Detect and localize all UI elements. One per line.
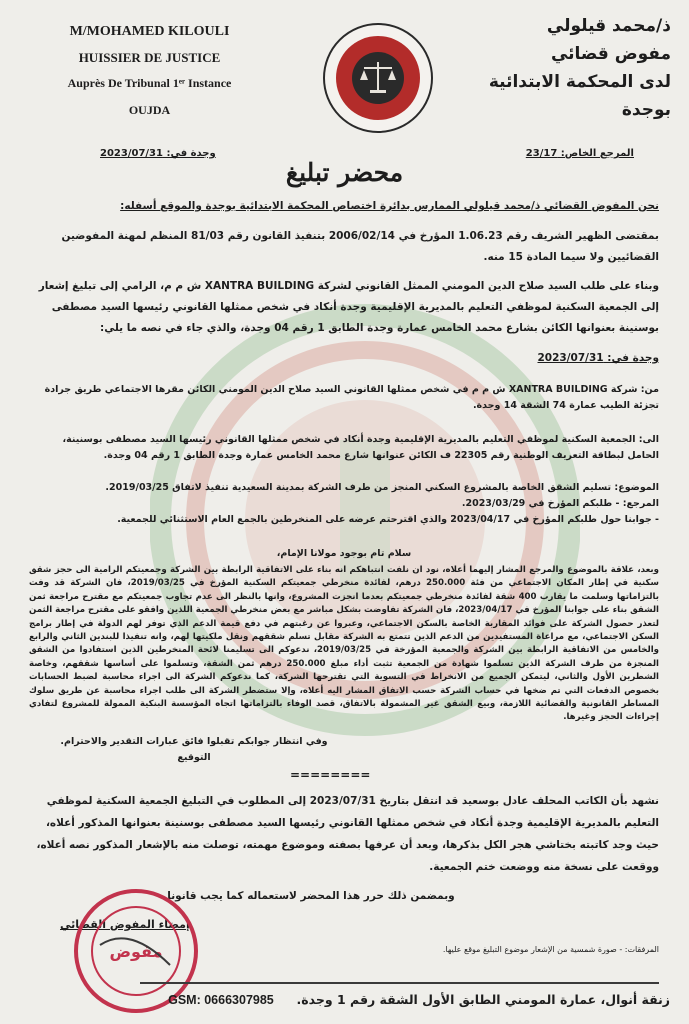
section-divider: ======== (290, 768, 371, 782)
attestation-paragraph: نشهد بأن الكاتب المحلف عادل بوسعيد قد انتقل بتاريخ 2023/07/31 إلى المطلوب في التبليغ الجمعية السكنية لموظفي التعليم بالمديرية الإقليمية وجدة أنكاد في شخص ممثلها القانوني رئيسها السيد مصطفى بوسنينة بعنوانها المذكور أعلاه، حيث وجد كاتبته بختاشي هجر الكل بذكرها، وبعد أن عرفها بصفته وموضوع مهمته، توصلت منه بالإشعار المذكور نصه أعلاه، ووقعت على نسخة منه ووضعت ختم الجمعية. (36, 795, 659, 873)
header-right (481, 12, 671, 124)
date-line: وجدة في: 2023/07/31 (100, 148, 216, 159)
bailiff-name-ar: ذ/محمد قيلولي (546, 16, 671, 36)
letter-from: من: شركة XANTRA BUILDING ش م م في شخص ممثلها القانوني السيد صلاح الدين المومني الكائن مقرها الاجتماعي طريق جرادة تجزئة الطيب عمارة 74 الشقة 14 وجدة. (44, 384, 659, 411)
stamp-text: مفوض (109, 942, 163, 961)
bailiff-role-fr: HUISSIER DE JUSTICE (78, 50, 221, 65)
city-fr: OUJDA (128, 103, 171, 117)
letter-refs-1: المرجع: - طلبكم المؤرخ في 2023/03/29. (461, 498, 659, 509)
letter-refs-2: - جوابنا حول طلبكم المؤرخ في 2023/04/17 والذي اقترحتم عرضه على المنخرطين بالجمع العام الاستثنائي للجمعية. (117, 514, 659, 525)
letter-salutation: سلام تام بوجود مولانا الإمام، (276, 548, 412, 559)
footer-rule (140, 982, 659, 984)
bailiff-name-fr: M/MOHAMED KILOULI (69, 24, 230, 39)
letter-subject: الموضوع: تسليم الشقق الخاصة بالمشروع السكني المنجز من طرف الشركة بمدينة السعيدية تنفيذ لاتفاق 2019/03/25. (105, 482, 659, 493)
footer (150, 992, 670, 1007)
request-paragraph: وبناء على طلب السيد صلاح الدين المومني الممثل القانوني لشركة XANTRA BUILDING ش م م، الرامي إلى تبليغ إشعار إلى الجمعية السكنية لموظفي التعليم بالمديرية الإقليمية وجدة أنكاد في شخص ممثلها القانوني رئيسها السيد مصطفى بوسنينة بعنوانها الكائن بشارع محمد الخامس عمارة وجدة الطابق 1 رقم 04 وجدة، والذي جاء في نصه ما يلي: (38, 280, 659, 334)
city-ar: بوجدة (621, 100, 671, 120)
letter-signature-label: التوقيع (177, 752, 211, 763)
legal-basis: بمقتضى الظهير الشريف رقم 1.06.23 المؤرخ في 2006/02/14 بتنفيذ القانون رقم 81/03 المنظم لمهنة المفوضين القضائيين ولا سيما المادة 15 منه. (61, 230, 659, 263)
footer-address: زنقة أنوال، عمارة المومني الطابق الأول الشقة رقم 1 وجدة. (296, 992, 670, 1007)
court-ar: لدى المحكمة الابتدائية (488, 72, 671, 92)
letter-date: وجدة في: 2023/07/31 (537, 352, 659, 364)
court-fr: Auprès De Tribunal 1ᵉʳ Instance (67, 76, 232, 90)
final-statement: وبمضمن ذلك حرر هذا المحضر لاستعماله كما يجب قانونا. (163, 890, 455, 902)
attachments-note: المرفقات: - صورة شمسية من الإشعار موضوع التبليغ موقع عليها. (442, 945, 659, 954)
intro-paragraph: نحن المفوض القضائي ذ/محمد قيلولي الممارس بدائرة اختصاص المحكمة الابتدائية بوجدة والموقع أسفله: (120, 200, 659, 212)
file-reference: المرجع الخاص: 23/17 (525, 148, 634, 159)
chamber-logo (322, 22, 434, 134)
letter-to: الى: الجمعية السكنية لموظفي التعليم بالمديرية الإقليمية وجدة أنكاد في شخص ممثلها القانوني رئيسها السيد مصطفى بوسنينة، الحامل لبطاقة التعريف الوطنية رقم 22305 ف الكائن عنوانها شارع محمد الخامس عمارة وجدة الطابق 1 رقم 04 وجدة. (62, 434, 659, 461)
letter-body: وبعد، علاقة بالموضوع والمرجع المشار إليهما أعلاه، نود ان نلفت انتباهكم انه بناء على الاتفاقية الرابطة بين الشركة وجمعيتكم الرامية الى حجز شقق سكنية في إطار المكان الاجتماعي من فئة 250.000 درهم، لفائدة منخرطي جمعيتكم السكنية المؤرخ في 2019/03/25، فان الشركة قد وفت بالتزاماتها وسلمت ما يقارب 400 شقة لفائدة منخرطي جمعيتكم بعدما انجزت المشروع، وانها بالنظر الى عدم تجاوب جمعيتكم مع مقترح مراجعة ثمن الشقق بناء على جوابنا المؤرخ في 2023/04/17، فان الشركة تفاوضت بشكل مباشر مع بعض منخرطي الجمعية اللذين وافقو على مقترح مراجعة الثمن لتعذر حصول الشركة على فوائد المقاربة الخاصة بالسكن الاجتماعي، وعبروا عن رغبتهم في دفع قيمة الدعم الذي توفر لهم الدولة في إطار برامج السكن الاجتماعي، مع مراعاة المستفيدين من الدعم الذين تتمتع به الشركة مقابل تسلم شققهم ونقل ملكيتها لهم، وانه تنفيذا للبندين الثاني والرابع والخامس من الاتفاقية الرابطة بين الشركة والجمعية المؤرخة في 2019/03/25، ندعوكم الى تسليمنا لائحة المنخرطين الذين استفادوا من الشقق المنجزة من طرف الشركة الذين تسلموا شهادة من الجمعية تثبت أداء مبلغ 250.000 درهم ثمن الشقة، وتسلموا على أساسها شققهم، وخاصة الشطرين الأول والثاني، ليتمكن الجميع من الانخراط في التسوية التي تقترحها الشركة، كما ندعوكم الشركة الى اجراء محاسبة لضبط الحسابات بخصوص الدفعات التي تم ضخها في حساب الشركة حسب الاتفاق المشار اليه أعلاه، وإلا ستضطر الشركة الى طلب اجراء محاسبة عن طريق سلوك المساطر القانونية والقضائية اللازمة، وبيع الشقق غير المشمولة بالاتفاق، قصد الوفاء بالتزاماتها اتجاه المؤسسة البنكية الممولة للمشروع لتفادي إجراءات الحجز وغيرها. (29, 565, 659, 723)
bailiff-role-ar: مفوض قضائي (550, 44, 671, 64)
footer-gsm: GSM: 0666307985 (168, 993, 274, 1007)
header-left (42, 24, 257, 118)
letter-closing: وفي انتظار جوابكم تقبلوا فائق عبارات التقدير والاحترام. (60, 736, 328, 747)
document-title: محضر تبليغ (285, 158, 404, 187)
signature-label: إمضاء المفوض القضائي (60, 918, 190, 931)
